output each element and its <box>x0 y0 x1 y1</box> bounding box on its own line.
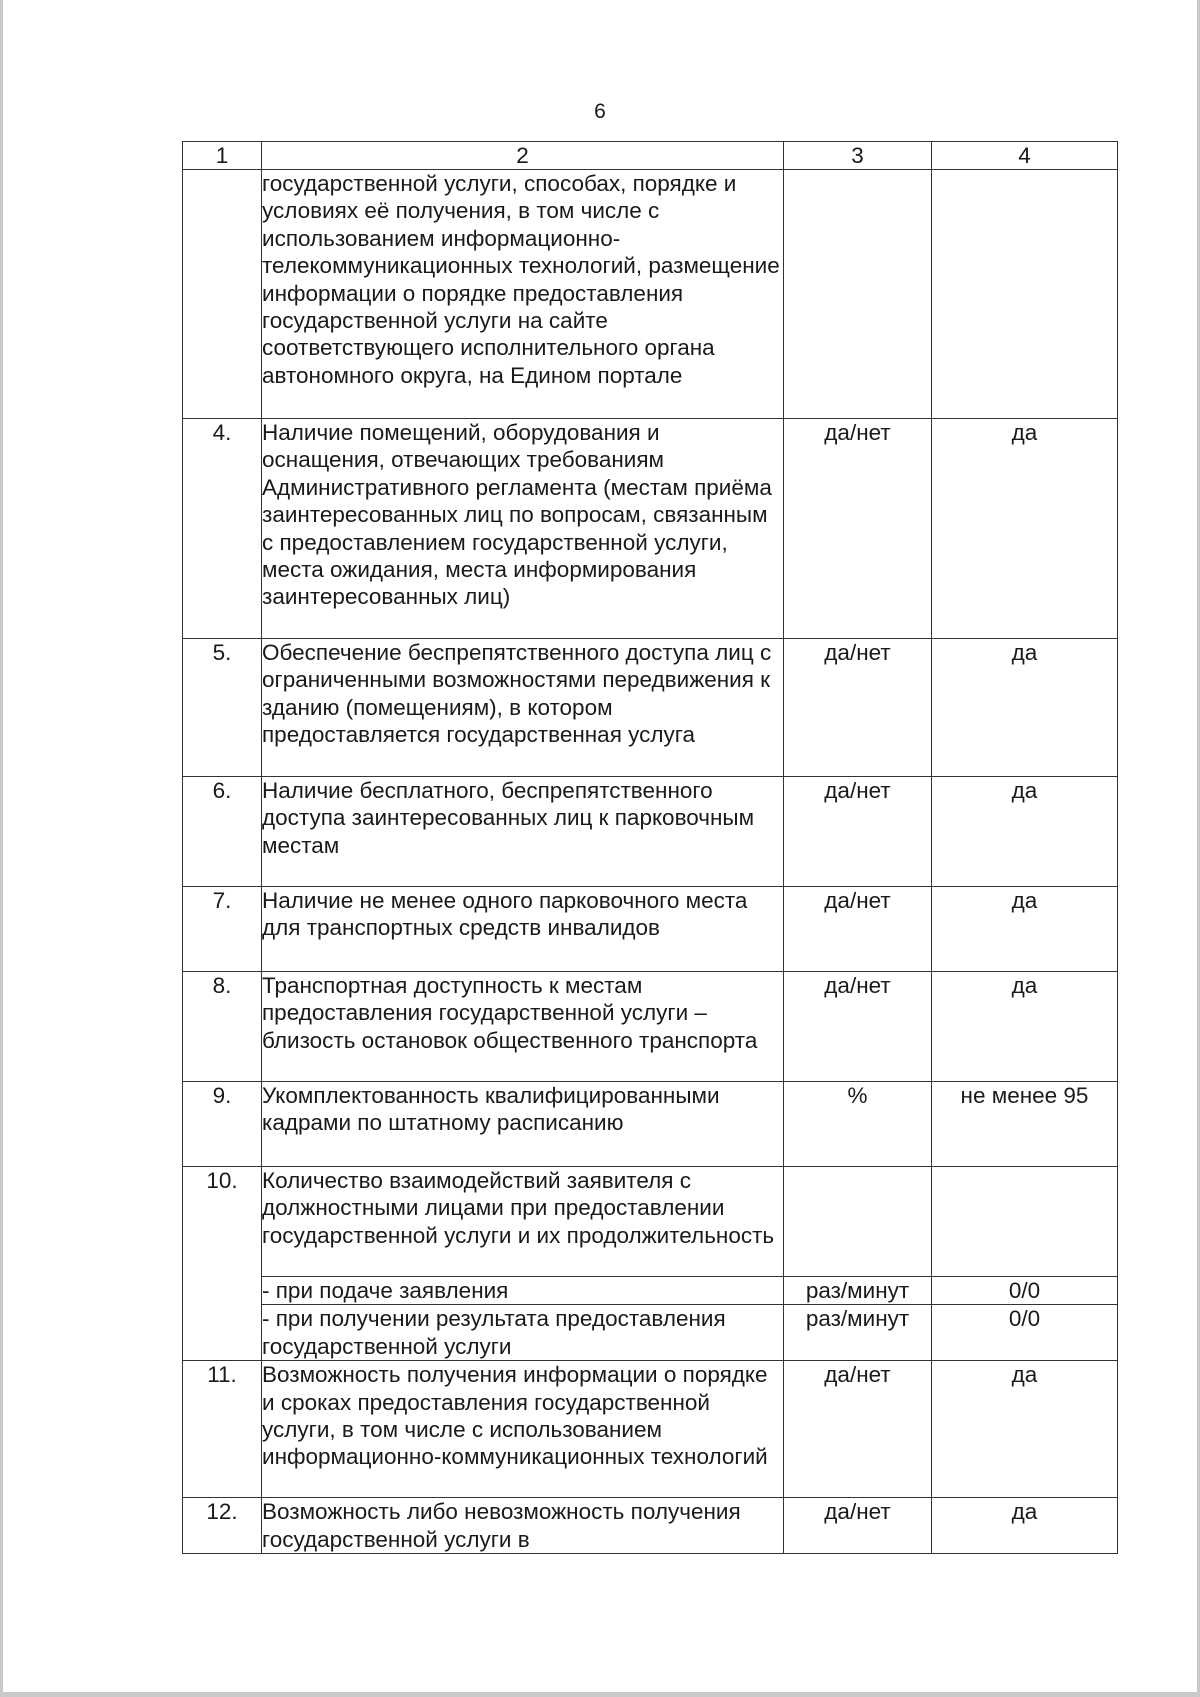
row-value: да <box>932 419 1118 639</box>
row-text: Количество взаимодействий заявителя с должностными лицами при предоставлении государственной услуги и их продолжительность <box>262 1167 784 1277</box>
row-unit: да/нет <box>784 639 932 777</box>
indicators-table <box>182 141 1118 1554</box>
table-row-10-sub-2 <box>183 1305 1118 1361</box>
row-number: 4. <box>183 419 262 639</box>
row-value: да <box>932 777 1118 887</box>
row-unit: да/нет <box>784 972 932 1082</box>
row-text: Обеспечение беспрепятственного доступа лиц с ограниченными возможностями передвижения к зданию (помещениям), в котором предоставляется государственная услуга <box>262 639 784 777</box>
row-number: 12. <box>183 1498 262 1554</box>
row-value: да <box>932 639 1118 777</box>
table-row-continuation <box>183 170 1118 419</box>
row-value: не менее 95 <box>932 1082 1118 1167</box>
row-number: 8. <box>183 972 262 1082</box>
row-number: 6. <box>183 777 262 887</box>
table-row-4 <box>183 419 1118 639</box>
table-row-5 <box>183 639 1118 777</box>
row-text: Наличие помещений, оборудования и оснащения, отвечающих требованиям Административного регламента (местам приёма заинтересованных лиц по вопросам, связанным с предоставлением государственной услуги, места ожидания, места информирования заинтересованных лиц) <box>262 419 784 639</box>
row-number-cell <box>183 170 262 419</box>
row-number: 5. <box>183 639 262 777</box>
row-unit: раз/минут <box>784 1305 932 1361</box>
table-header-row <box>183 142 1118 170</box>
row-text: Возможность получения информации о порядке и сроках предоставления государственной услуги, в том числе с использованием информационно-коммуникационных технологий <box>262 1361 784 1498</box>
column-header-2: 2 <box>262 142 784 170</box>
table-row-12 <box>183 1498 1118 1554</box>
row-text: Возможность либо невозможность получения государственной услуги в <box>262 1498 784 1554</box>
row-text: Укомплектованность квалифицированными кадрами по штатному расписанию <box>262 1082 784 1167</box>
row-unit: да/нет <box>784 1361 932 1498</box>
row-value: да <box>932 1361 1118 1498</box>
row-text-cell: государственной услуги, способах, порядке и условиях её получения, в том числе с использованием информационно-телекоммуникационных технологий, размещение информации о порядке предоставления государственной услуги на сайте соответствующего исполнительного органа автономного округа, на Едином портале <box>262 170 784 419</box>
column-header-3: 3 <box>784 142 932 170</box>
table-row-9 <box>183 1082 1118 1167</box>
table-row-8 <box>183 972 1118 1082</box>
row-number: 10. <box>183 1167 262 1277</box>
row-unit-cell <box>784 1167 932 1277</box>
row-value: да <box>932 972 1118 1082</box>
row-unit: раз/минут <box>784 1277 932 1305</box>
row-number: 11. <box>183 1361 262 1498</box>
row-value: 0/0 <box>932 1305 1118 1361</box>
row-text: - при подаче заявления <box>262 1277 784 1305</box>
row-value: да <box>932 1498 1118 1554</box>
row-value: 0/0 <box>932 1277 1118 1305</box>
row-unit-cell <box>784 170 932 419</box>
column-header-1: 1 <box>183 142 262 170</box>
row-number-cell <box>183 1305 262 1361</box>
row-unit: да/нет <box>784 777 932 887</box>
row-value-cell <box>932 1167 1118 1277</box>
row-value: да <box>932 887 1118 972</box>
row-unit: да/нет <box>784 1498 932 1554</box>
row-unit: да/нет <box>784 419 932 639</box>
row-number: 7. <box>183 887 262 972</box>
table-row-7 <box>183 887 1118 972</box>
row-text: Наличие не менее одного парковочного места для транспортных средств инвалидов <box>262 887 784 972</box>
column-header-4: 4 <box>932 142 1118 170</box>
row-unit: да/нет <box>784 887 932 972</box>
table-row-10 <box>183 1167 1118 1277</box>
row-number-cell <box>183 1277 262 1305</box>
row-unit: % <box>784 1082 932 1167</box>
table-row-10-sub-1 <box>183 1277 1118 1305</box>
table-row-6 <box>183 777 1118 887</box>
row-value-cell <box>932 170 1118 419</box>
table-row-11 <box>183 1361 1118 1498</box>
row-text: Транспортная доступность к местам предоставления государственной услуги – близость остановок общественного транспорта <box>262 972 784 1082</box>
row-number: 9. <box>183 1082 262 1167</box>
row-text: - при получении результата предоставления государственной услуги <box>262 1305 784 1361</box>
row-text: Наличие бесплатного, беспрепятственного доступа заинтересованных лиц к парковочным местам <box>262 777 784 887</box>
page-number: 6 <box>594 100 606 123</box>
